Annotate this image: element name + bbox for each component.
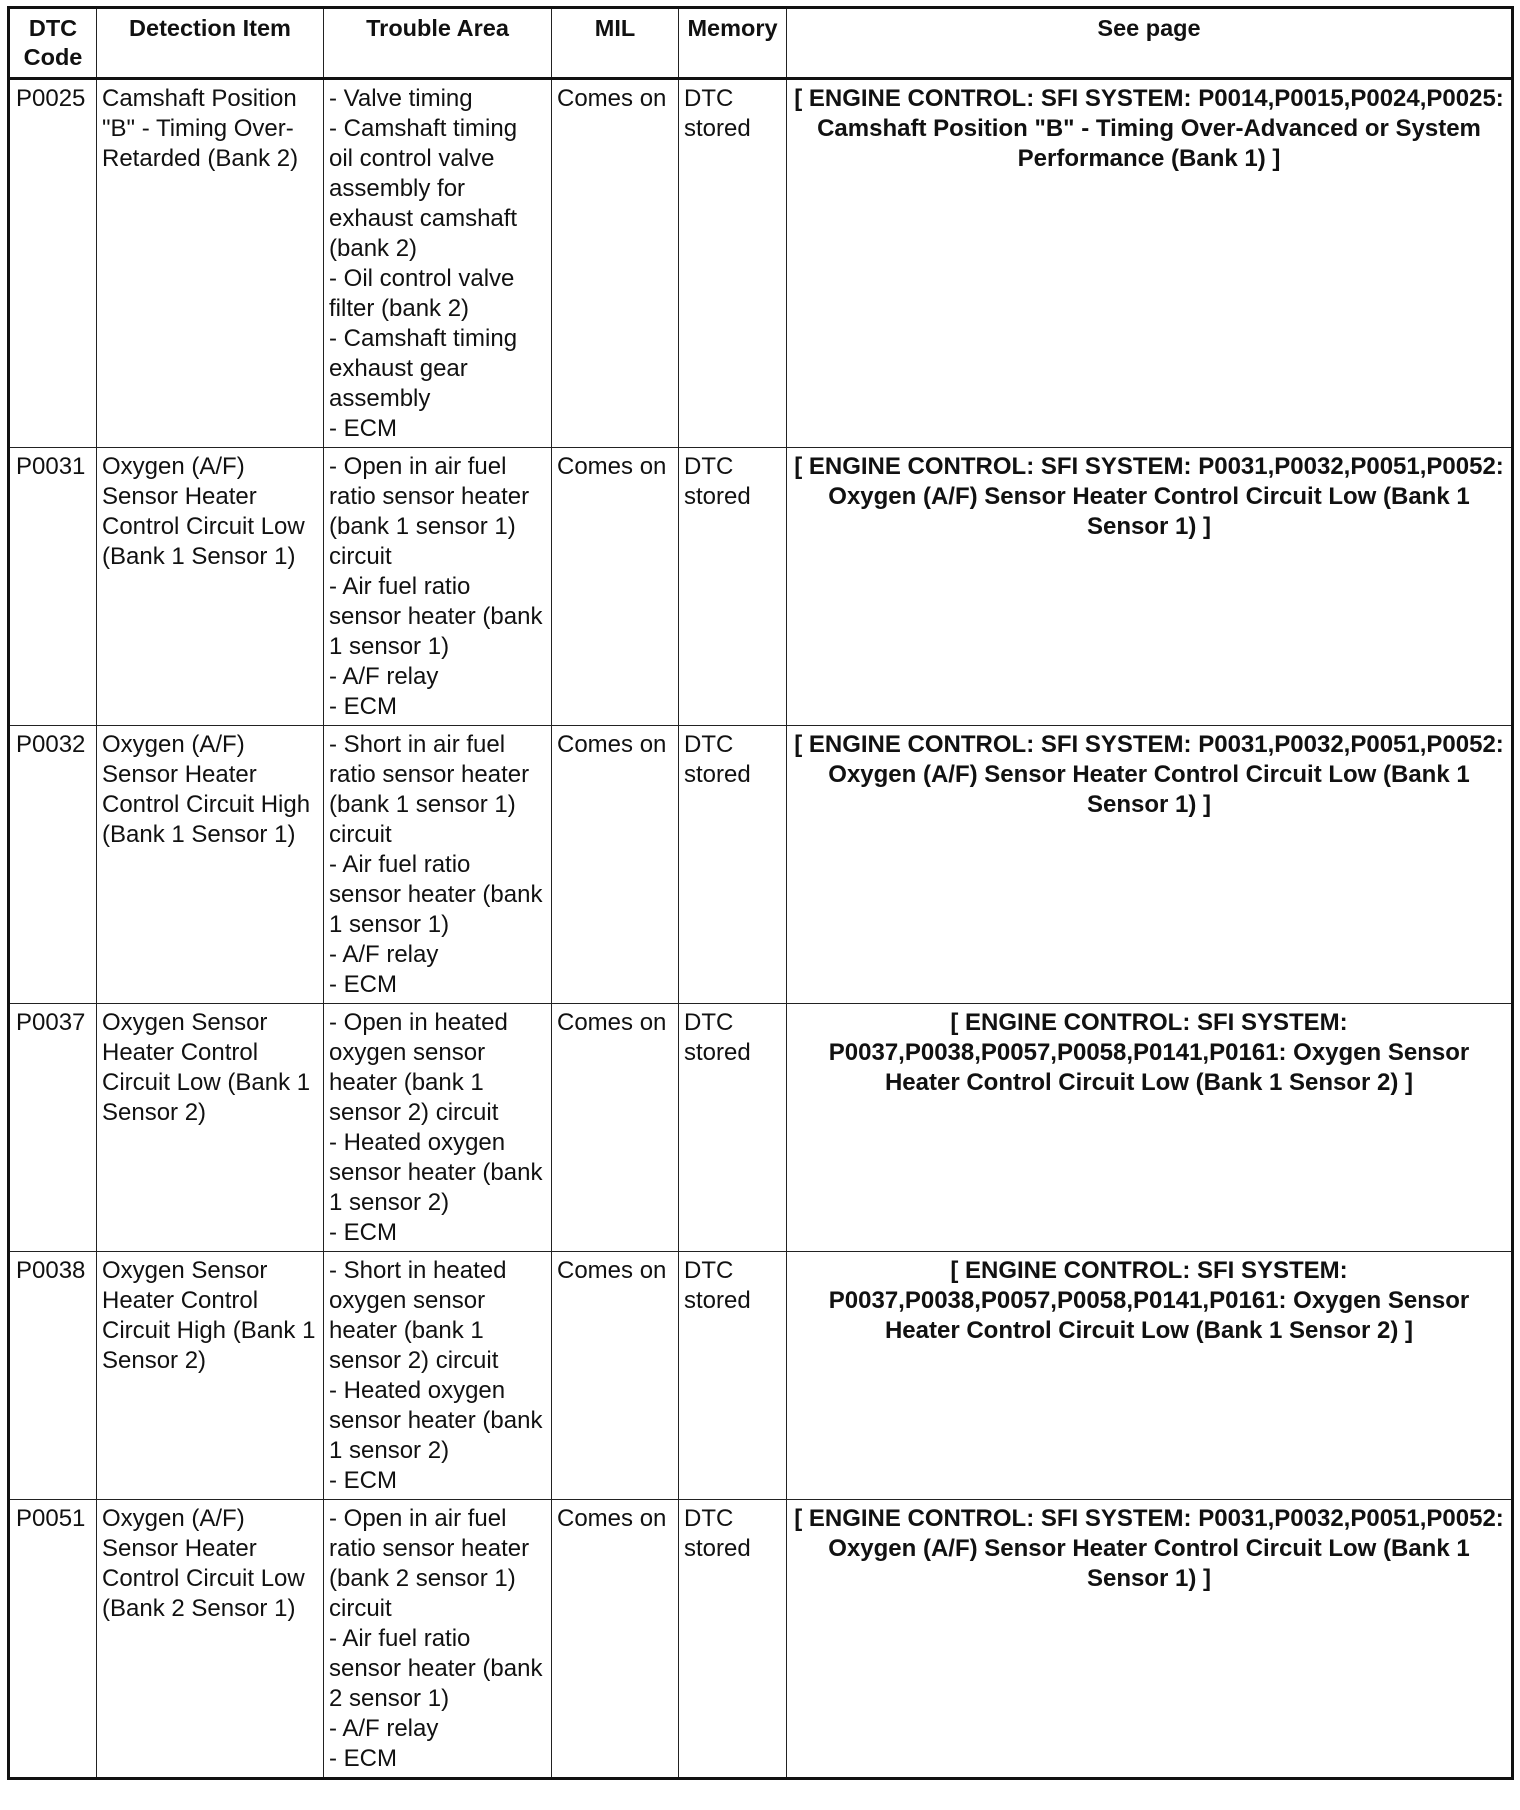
trouble-area-cell: - Valve timing - Camshaft timing oil control valve assembly for exhaust camshaft (bank 2) - Oil control valve filter (bank 2) - Camshaft timing exhaust gear assembly - ECM bbox=[324, 79, 552, 448]
trouble-area-cell: - Short in air fuel ratio sensor heater (bank 1 sensor 1) circuit - Air fuel ratio sensor heater (bank 1 sensor 1) - A/F relay - ECM bbox=[324, 726, 552, 1004]
table-row bbox=[9, 726, 1513, 1004]
detection-item-cell: Oxygen (A/F) Sensor Heater Control Circuit Low (Bank 2 Sensor 1) bbox=[97, 1500, 324, 1779]
mil-cell: Comes on bbox=[552, 1252, 679, 1500]
header-memory: Memory bbox=[679, 8, 787, 79]
see-page-link[interactable]: [ ENGINE CONTROL: SFI SYSTEM: P0031,P0032,P0051,P0052: Oxygen (A/F) Sensor Heater Control Circuit Low (Bank 1 Sensor 1) ] bbox=[787, 1500, 1513, 1779]
header-see-page: See page bbox=[787, 8, 1513, 79]
detection-item-cell: Camshaft Position "B" - Timing Over-Retarded (Bank 2) bbox=[97, 79, 324, 448]
table-row bbox=[9, 1252, 1513, 1500]
detection-item-cell: Oxygen (A/F) Sensor Heater Control Circuit High (Bank 1 Sensor 1) bbox=[97, 726, 324, 1004]
see-page-link[interactable]: [ ENGINE CONTROL: SFI SYSTEM: P0037,P0038,P0057,P0058,P0141,P0161: Oxygen Sensor Heater Control Circuit Low (Bank 1 Sensor 2) ] bbox=[787, 1252, 1513, 1500]
detection-item-cell: Oxygen Sensor Heater Control Circuit Low (Bank 1 Sensor 2) bbox=[97, 1004, 324, 1252]
header-detection-item: Detection Item bbox=[97, 8, 324, 79]
memory-cell: DTC stored bbox=[679, 726, 787, 1004]
see-page-link[interactable]: [ ENGINE CONTROL: SFI SYSTEM: P0031,P0032,P0051,P0052: Oxygen (A/F) Sensor Heater Control Circuit Low (Bank 1 Sensor 1) ] bbox=[787, 448, 1513, 726]
see-page-link[interactable]: [ ENGINE CONTROL: SFI SYSTEM: P0037,P0038,P0057,P0058,P0141,P0161: Oxygen Sensor Heater Control Circuit Low (Bank 1 Sensor 2) ] bbox=[787, 1004, 1513, 1252]
table-row bbox=[9, 1500, 1513, 1779]
trouble-area-cell: - Open in air fuel ratio sensor heater (bank 1 sensor 1) circuit - Air fuel ratio sensor heater (bank 1 sensor 1) - A/F relay - ECM bbox=[324, 448, 552, 726]
table-row bbox=[9, 1004, 1513, 1252]
trouble-area-cell: - Open in air fuel ratio sensor heater (bank 2 sensor 1) circuit - Air fuel ratio sensor heater (bank 2 sensor 1) - A/F relay - ECM bbox=[324, 1500, 552, 1779]
see-page-link[interactable]: [ ENGINE CONTROL: SFI SYSTEM: P0031,P0032,P0051,P0052: Oxygen (A/F) Sensor Heater Control Circuit Low (Bank 1 Sensor 1) ] bbox=[787, 726, 1513, 1004]
memory-cell: DTC stored bbox=[679, 1500, 787, 1779]
dtc-code-cell: P0038 bbox=[9, 1252, 97, 1500]
mil-cell: Comes on bbox=[552, 1500, 679, 1779]
header-trouble-area: Trouble Area bbox=[324, 8, 552, 79]
memory-cell: DTC stored bbox=[679, 1252, 787, 1500]
header-dtc-code: DTC Code bbox=[9, 8, 97, 79]
mil-cell: Comes on bbox=[552, 1004, 679, 1252]
header-row bbox=[9, 8, 1513, 79]
mil-cell: Comes on bbox=[552, 726, 679, 1004]
table-row bbox=[9, 79, 1513, 448]
detection-item-cell: Oxygen (A/F) Sensor Heater Control Circuit Low (Bank 1 Sensor 1) bbox=[97, 448, 324, 726]
see-page-link[interactable]: [ ENGINE CONTROL: SFI SYSTEM: P0014,P0015,P0024,P0025: Camshaft Position "B" - Timing Over-Advanced or System Performance (Bank 1) ] bbox=[787, 79, 1513, 448]
dtc-code-cell: P0051 bbox=[9, 1500, 97, 1779]
memory-cell: DTC stored bbox=[679, 79, 787, 448]
dtc-document bbox=[7, 6, 1511, 1780]
mil-cell: Comes on bbox=[552, 79, 679, 448]
dtc-code-cell: P0037 bbox=[9, 1004, 97, 1252]
trouble-area-cell: - Short in heated oxygen sensor heater (bank 1 sensor 2) circuit - Heated oxygen sensor heater (bank 1 sensor 2) - ECM bbox=[324, 1252, 552, 1500]
mil-cell: Comes on bbox=[552, 448, 679, 726]
memory-cell: DTC stored bbox=[679, 1004, 787, 1252]
detection-item-cell: Oxygen Sensor Heater Control Circuit High (Bank 1 Sensor 2) bbox=[97, 1252, 324, 1500]
memory-cell: DTC stored bbox=[679, 448, 787, 726]
trouble-area-cell: - Open in heated oxygen sensor heater (bank 1 sensor 2) circuit - Heated oxygen sensor heater (bank 1 sensor 2) - ECM bbox=[324, 1004, 552, 1252]
table-row bbox=[9, 448, 1513, 726]
dtc-table bbox=[7, 6, 1514, 1780]
header-mil: MIL bbox=[552, 8, 679, 79]
dtc-code-cell: P0031 bbox=[9, 448, 97, 726]
dtc-code-cell: P0032 bbox=[9, 726, 97, 1004]
dtc-code-cell: P0025 bbox=[9, 79, 97, 448]
